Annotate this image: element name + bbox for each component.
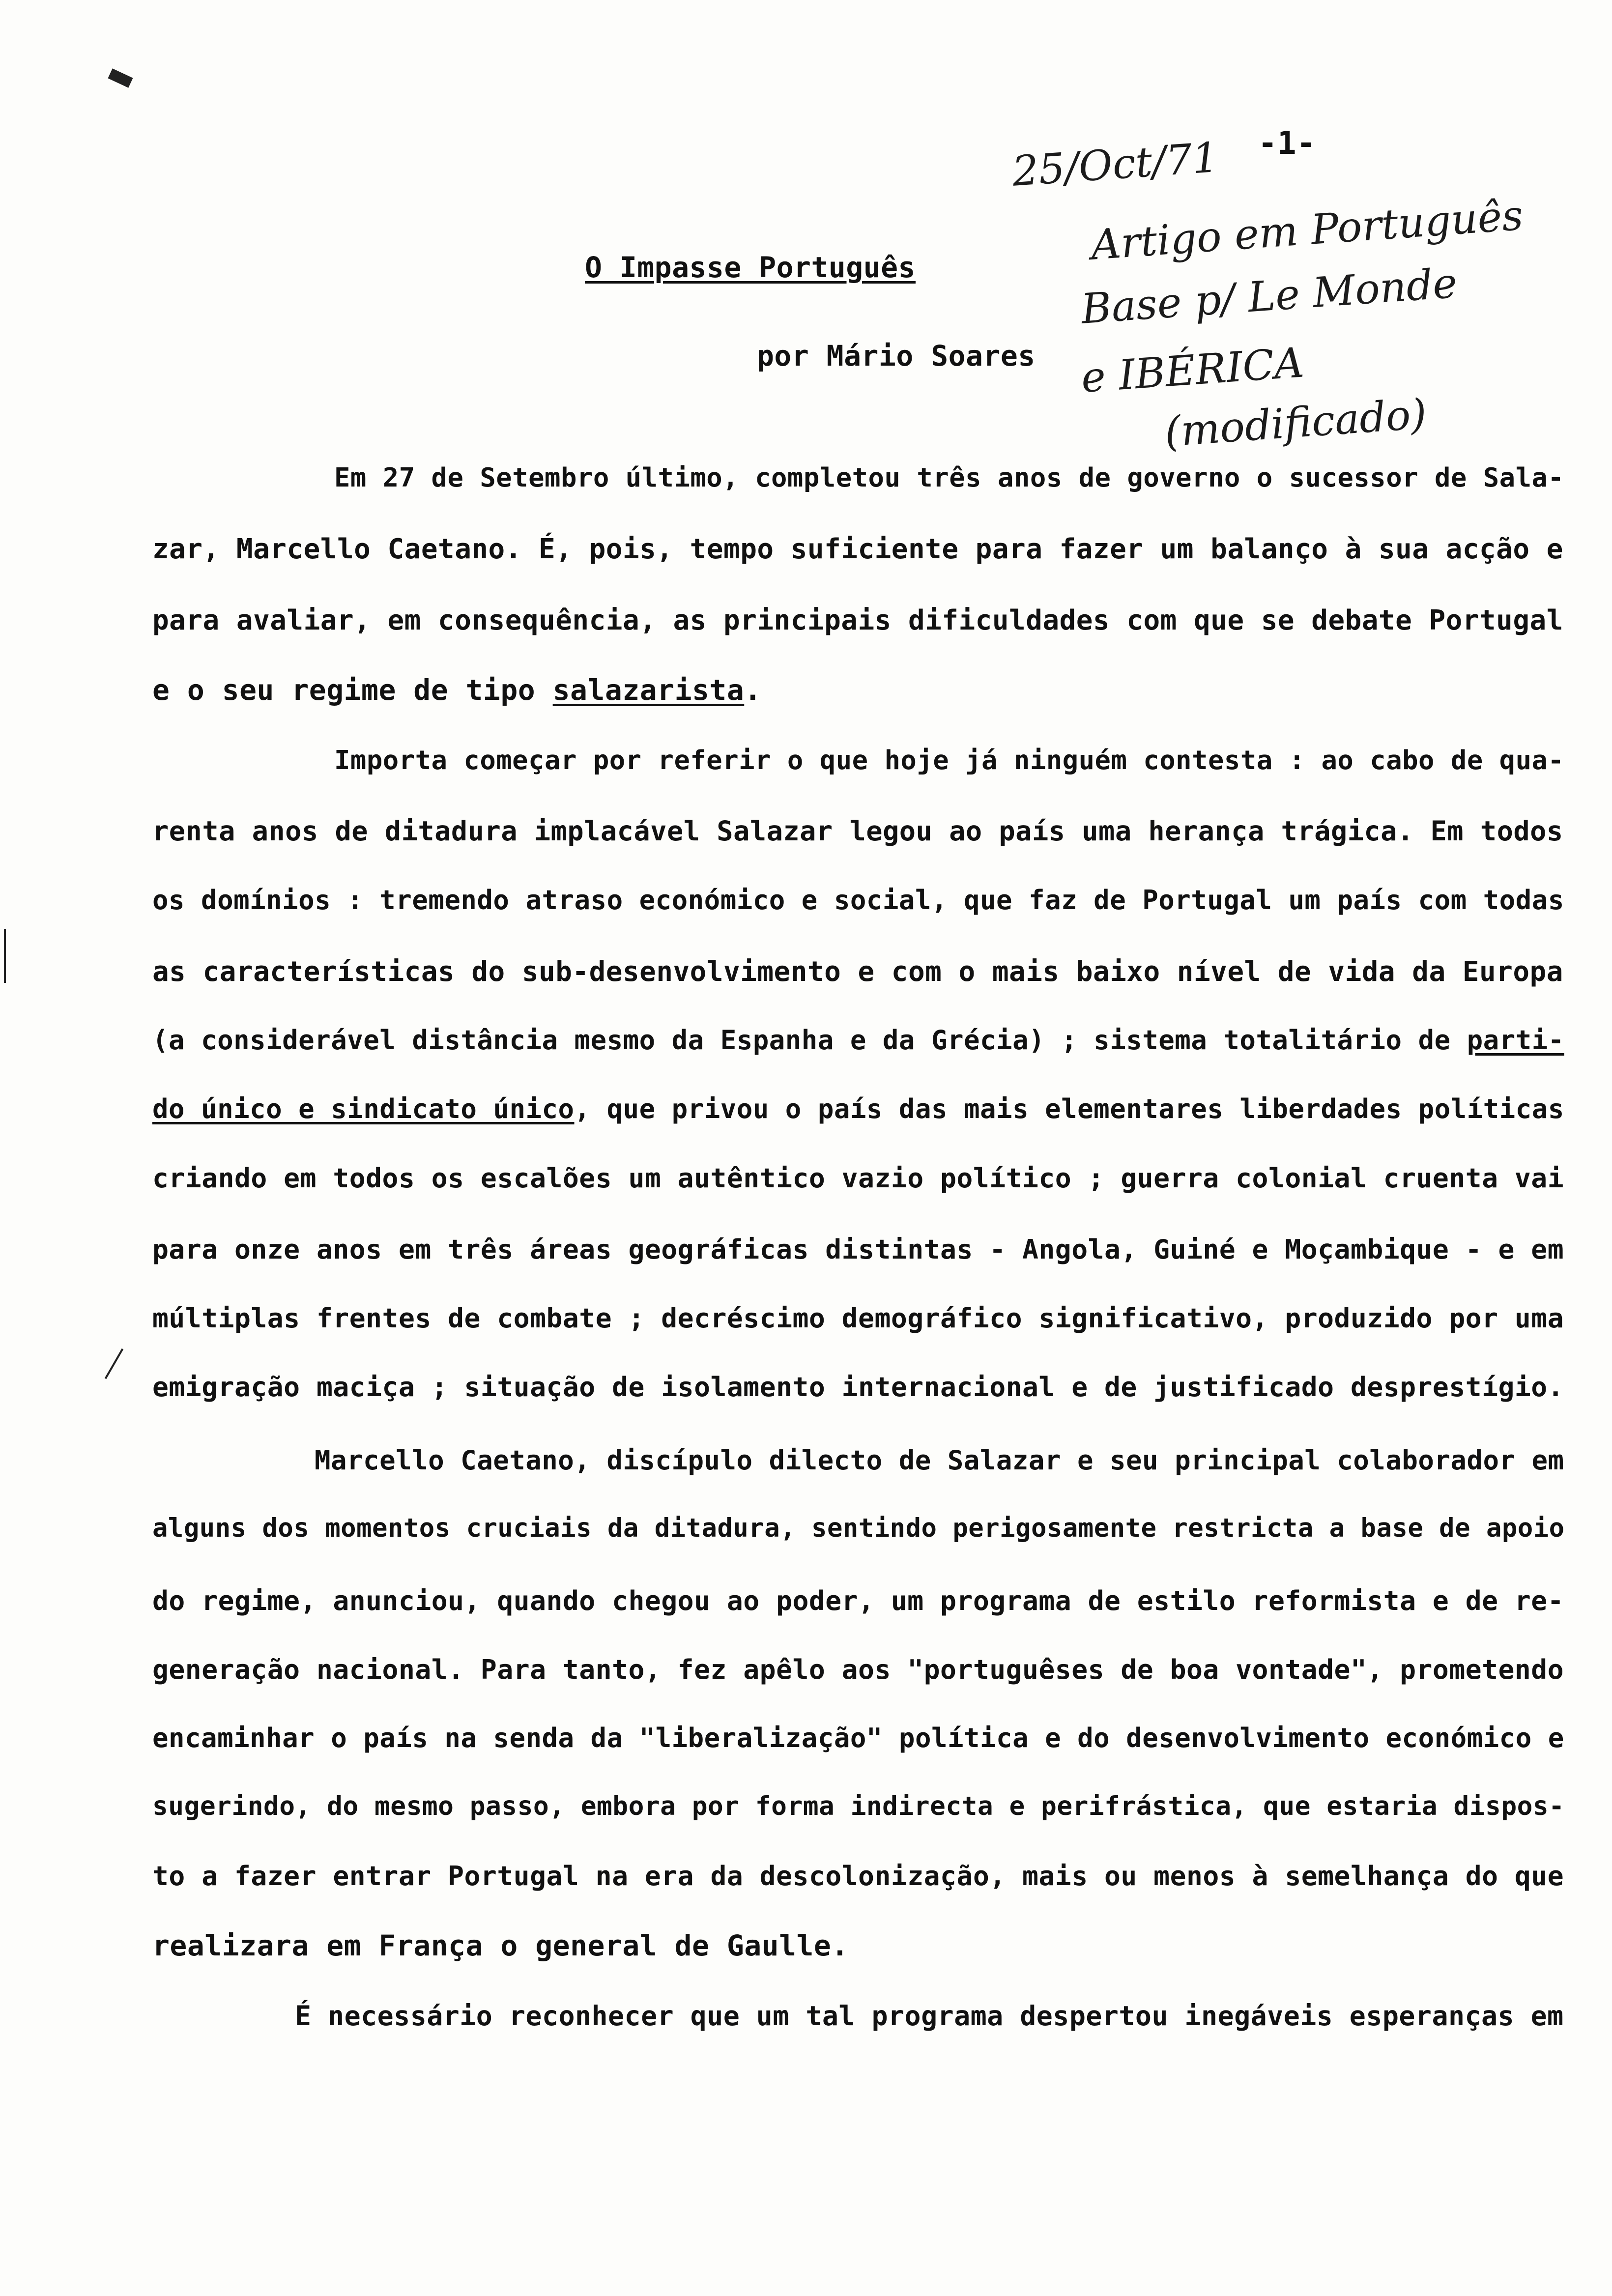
- text-line: as características do sub-desenvolvimento e com o mais baixo nível de vida da Europa: [152, 956, 1563, 988]
- text-underlined: parti-: [1467, 1025, 1564, 1056]
- text-line: [152, 1093, 1564, 1124]
- text-line: [152, 673, 762, 707]
- text-line: [152, 1025, 1564, 1056]
- handwritten-note-1: Artigo em Português: [1089, 191, 1525, 269]
- text-line: to a fazer entrar Portugal na era da descolonização, mais ou menos à semelhança do que: [152, 1860, 1564, 1892]
- text-line: renta anos de ditadura implacável Salazar legou ao país uma herança trágica. Em todos: [152, 816, 1563, 847]
- text-line: Em 27 de Setembro último, completou três anos de governo o sucessor de Sala-: [334, 462, 1564, 493]
- text-underlined: do único e sindicato único: [152, 1093, 575, 1124]
- scan-mark-left: [4, 929, 6, 983]
- text-segment: (a considerável distância mesmo da Espanha e da Grécia) ; sistema totalitário de: [152, 1025, 1451, 1056]
- text-line: Marcello Caetano, discípulo dilecto de Salazar e seu principal colaborador em: [315, 1445, 1564, 1476]
- text-line: múltiplas frentes de combate ; decréscimo demográfico significativo, produzido por uma: [152, 1302, 1564, 1334]
- text-segment: , que privou o país das mais elementares liberdades políticas: [574, 1093, 1564, 1124]
- handwritten-note-3: e IBÉRICA: [1079, 338, 1306, 402]
- text-line: Importa começar por referir o que hoje já ninguém contesta : ao cabo de qua-: [334, 745, 1564, 775]
- page-number: -1-: [1258, 125, 1316, 162]
- text-segment: .: [744, 673, 762, 707]
- text-line: generação nacional. Para tanto, fez apêlo aos "portuguêses de boa vontade", prometendo: [152, 1654, 1564, 1685]
- text-line: encaminhar o país na senda da "liberalização" política e do desenvolvimento económico e: [152, 1722, 1564, 1753]
- text-line: do regime, anunciou, quando chegou ao poder, um programa de estilo reformista e de re-: [152, 1585, 1564, 1616]
- byline: por Mário Soares: [757, 339, 1036, 373]
- text-line: sugerindo, do mesmo passo, embora por forma indirecta e perifrástica, que estaria dispos-: [152, 1791, 1565, 1821]
- scan-mark-left-2: [105, 1349, 123, 1379]
- text-line: realizara em França o general de Gaulle.: [152, 1929, 849, 1962]
- text-line: zar, Marcello Caetano. É, pois, tempo suficiente para fazer um balanço à sua acção e: [152, 533, 1563, 565]
- text-underlined: salazarista: [552, 673, 745, 707]
- text-line: para onze anos em três áreas geográficas distintas - Angola, Guiné e Moçambique - e em: [152, 1234, 1564, 1265]
- handwritten-note-4: (modificado): [1163, 389, 1429, 456]
- text-line: os domínios : tremendo atraso económico e social, que faz de Portugal um país com todas: [152, 885, 1564, 916]
- handwritten-date: 25/Oct/71: [1010, 133, 1220, 196]
- text-line: para avaliar, em consequência, as principais dificuldades com que se debate Portugal: [152, 604, 1563, 636]
- scan-mark-top-left: [108, 68, 133, 87]
- text-segment: e o seu regime de tipo: [152, 673, 536, 707]
- handwritten-note-2: Base p/ Le Monde: [1079, 258, 1459, 333]
- text-line: emigração maciça ; situação de isolamento internacional e de justificado desprestígio.: [152, 1371, 1564, 1403]
- text-line: criando em todos os escalões um autêntico vazio político ; guerra colonial cruenta vai: [152, 1162, 1564, 1194]
- text-line: alguns dos momentos cruciais da ditadura, sentindo perigosamente restricta a base de apoio: [152, 1514, 1565, 1543]
- text-line: É necessário reconhecer que um tal programa despertou inegáveis esperanças em: [295, 2000, 1564, 2032]
- document-title: O Impasse Português: [585, 251, 916, 284]
